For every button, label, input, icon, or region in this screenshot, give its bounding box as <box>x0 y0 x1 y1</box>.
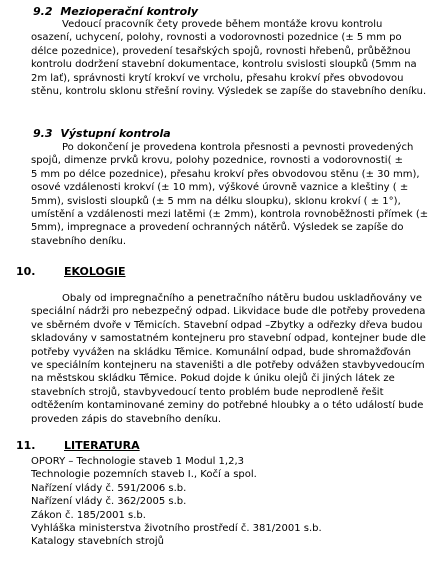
section-title: EKOLOGIE <box>64 265 126 278</box>
paragraph-9-3 <box>31 141 428 248</box>
paragraph-line: 5mm), impregnace a provedení ochranných nátěrů. Výsledek se zapíše do <box>31 222 404 234</box>
reference-item: Technologie pozemních staveb I., Kočí a spol. <box>31 469 257 481</box>
reference-item: Vyhláška ministerstva životního prostředí č. 381/2001 s.b. <box>31 523 322 535</box>
paragraph-line: odtěžením kontaminované zeminy do potřebné hloubky a o této událostí bude <box>31 400 424 412</box>
reference-item: Nařízení vlády č. 591/2006 s.b. <box>31 482 187 494</box>
paragraph-line: Vedoucí pracovník čety provede během montáže krovu kontrolu <box>62 19 383 30</box>
paragraph-line: stavebních strojů, stavbyvedoucí tento problém bude neprodleně řešit <box>31 386 384 398</box>
paragraph-line: stěnu, kontrolu sklonu střešní roviny. Výsledek se zapíše do stavebního deníku. <box>31 86 427 98</box>
paragraph-line: stavebního deníku. <box>31 235 127 247</box>
paragraph-line: délce pozednice), provedení tesařských spojů, rovnosti hřebenů, průběžnou <box>31 45 411 57</box>
section-heading-9-2 <box>33 5 198 18</box>
reference-item: Nařízení vlády č. 362/2005 s.b. <box>31 496 187 508</box>
section-number: 9.3 <box>33 127 53 140</box>
paragraph-line: na městskou skládku Těmice. Pokud dojde k úniku olejů či jiných látek ze <box>31 373 395 385</box>
paragraph-line: spojů, dimenze prvků krovu, polohy pozednice, rovnosti a vodorovnosti( ± <box>31 155 404 167</box>
section-title: Mezioperační kontroly <box>60 5 199 18</box>
paragraph-9-2 <box>31 18 426 98</box>
paragraph-line: 5mm), svislosti sloupků (± 5 mm na délku sloupku), sklonu krokví ( ± 1°), <box>31 195 401 207</box>
section-number: 9.2 <box>33 5 53 18</box>
reference-item: OPORY – Technologie staveb 1 Modul 1,2,3 <box>31 456 244 467</box>
section-heading-10 <box>16 265 216 279</box>
paragraph-line: potřeby vyvážen na skládku Těmice. Komunální odpad, bude shromažďován <box>31 346 411 358</box>
reference-list <box>31 455 322 549</box>
section-heading-11 <box>16 439 216 453</box>
section-title: Výstupní kontrola <box>60 127 171 140</box>
paragraph-line: skladovány v samostatném kontejneru pro stavební odpad, kontejner bude dle <box>31 333 426 345</box>
paragraph-line: kontrolu dodržení stavební dokumentace, kontrolu svislosti sloupků (5mm na <box>31 59 417 71</box>
paragraph-line: speciální nádrži pro nebezpečný odpad. Likvidace bude dle potřeby provedena <box>31 306 426 318</box>
paragraph-line: osazení, uchycení, polohy, rovnosti a vodorovnosti pozednice (± 5 mm po <box>31 32 402 44</box>
section-title: LITERATURA <box>64 439 140 452</box>
section-heading-9-3 <box>33 127 171 140</box>
reference-item: Katalogy stavebních strojů <box>31 536 164 548</box>
paragraph-line: ve speciálním kontejneru na staveništi a dle potřeby odvážen stavbyvedoucím <box>31 360 425 372</box>
paragraph-10 <box>31 292 426 426</box>
section-number: 11. <box>16 439 36 452</box>
paragraph-line: umístění a vzdálenosti mezi latěmi (± 2mm), kontrola rovnoběžnosti přímek (± <box>31 209 429 221</box>
paragraph-line: Po dokončení je provedena kontrola přesnosti a pevnosti provedených <box>62 142 414 153</box>
section-number: 10. <box>16 265 36 278</box>
paragraph-line: ve sběrném dvoře v Těmicích. Stavební odpad –Zbytky a odřezky dřeva budou <box>31 319 423 331</box>
paragraph-line: 5 mm po délce pozednice), přesahu krokví přes obvodovou stěnu (± 30 mm), <box>31 168 420 180</box>
paragraph-line: 2m lať), správnosti krytí krokví ve vrcholu, přesahu krokví přes obvodovou <box>31 72 404 84</box>
reference-item: Zákon č. 185/2001 s.b. <box>31 509 146 521</box>
paragraph-line: Obaly od impregnačního a penetračního nátěru budou uskladňovány ve <box>62 293 422 304</box>
paragraph-line: proveden zápis do stavebního deníku. <box>31 413 222 425</box>
paragraph-line: osové vzdálenosti krokví (± 10 mm), výškové úrovně vaznice a kleštiny ( ± <box>31 182 409 194</box>
